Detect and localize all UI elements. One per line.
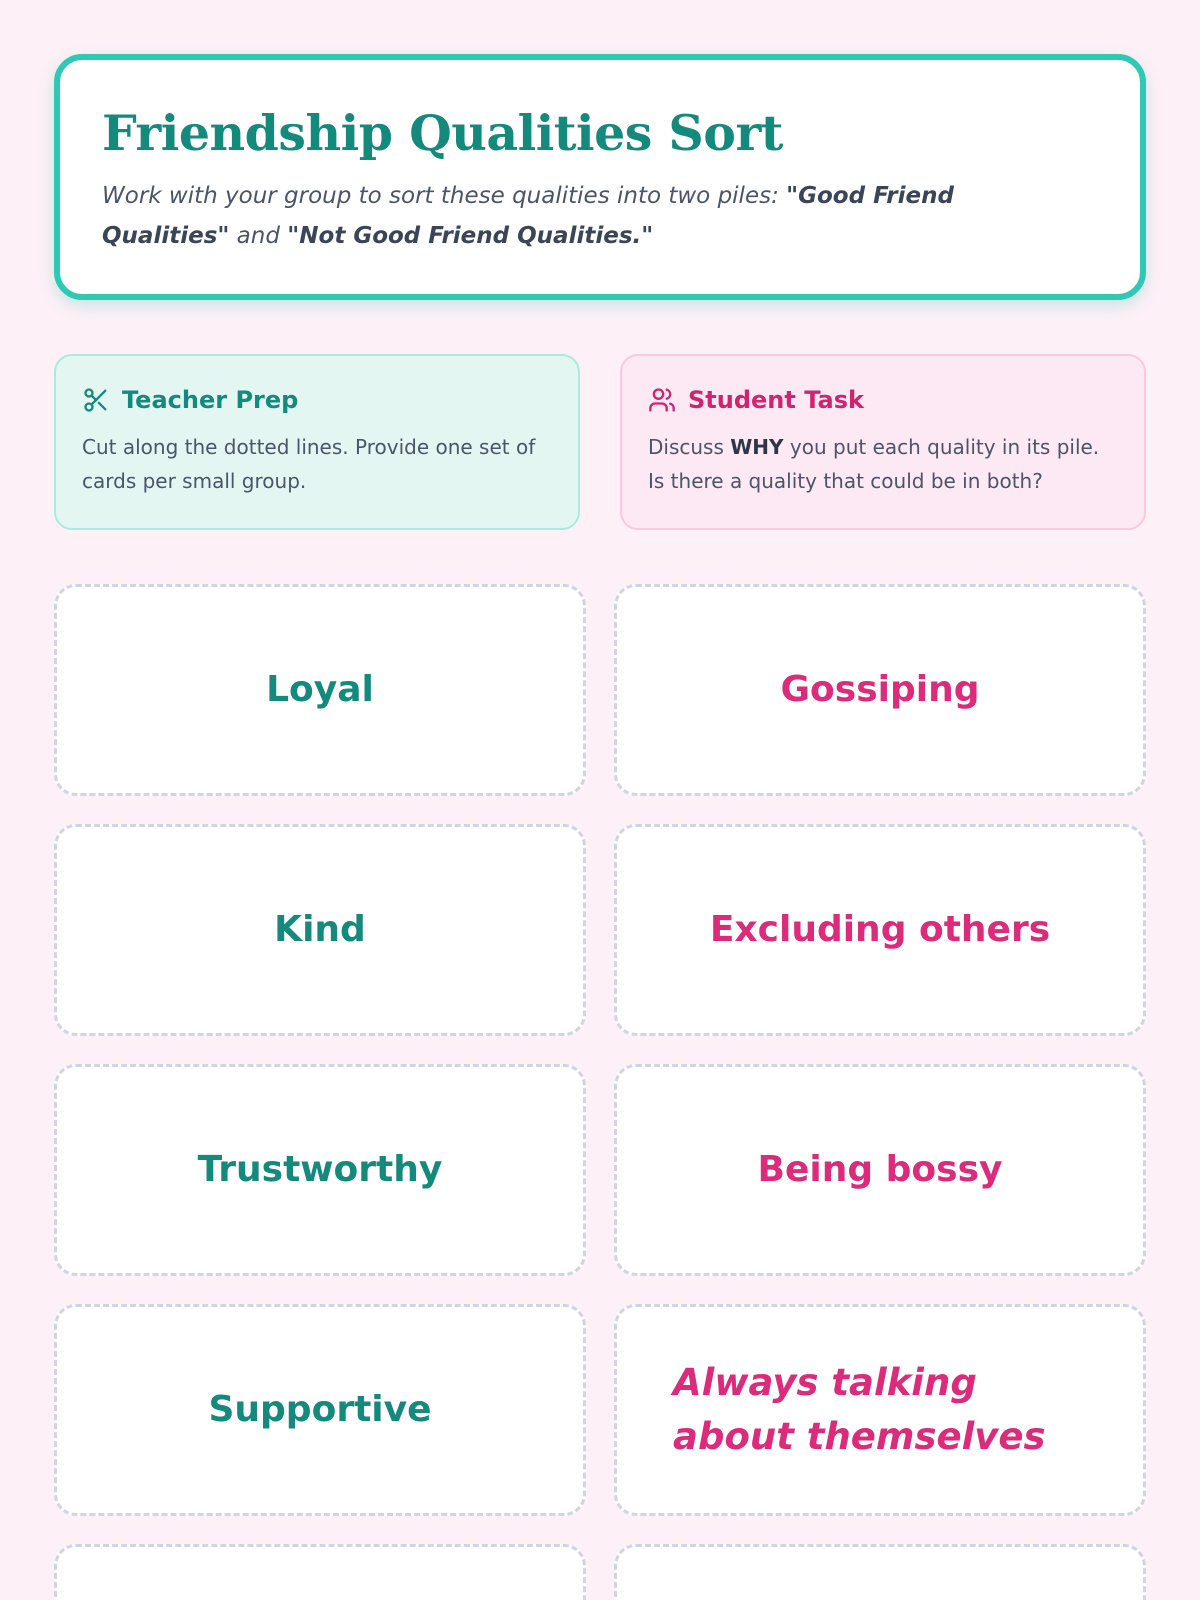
teacher-prep-box (54, 354, 580, 530)
card-label: Gossiping (780, 669, 980, 710)
quality-card-bad[interactable] (614, 584, 1146, 796)
info-row (54, 354, 1146, 530)
quality-card-bad[interactable] (614, 1064, 1146, 1276)
student-task-label: Student Task (688, 386, 864, 414)
student-task-text-pre: Discuss (648, 435, 731, 459)
card-label: Excluding others (709, 909, 1051, 950)
instructions-text: Work with your group to sort these qualities into two piles: (102, 183, 787, 209)
teacher-prep-label: Teacher Prep (122, 386, 299, 414)
card-label: Always talking about themselves (673, 1361, 1046, 1458)
pile-bad-name: "Not Good Friend Qualities." (287, 223, 654, 249)
page-title: Friendship Qualities Sort (102, 104, 783, 162)
student-task-box (620, 354, 1146, 530)
users-icon (648, 386, 676, 414)
quality-card-bad[interactable] (614, 824, 1146, 1036)
student-task-text (648, 430, 1118, 498)
quality-card-good[interactable] (54, 584, 586, 796)
header-card (54, 54, 1146, 300)
scissors-icon (82, 386, 110, 414)
instructions-joiner: and (229, 223, 288, 249)
instructions (102, 176, 1022, 256)
teacher-prep-heading (82, 386, 552, 414)
pile-good-name: "Good Friend Qualities" (102, 183, 954, 249)
quality-card-bad[interactable] (614, 1304, 1146, 1516)
card-label: Trustworthy (197, 1149, 443, 1190)
student-task-text-post: you put each quality in its pile. Is there a quality that could be in both? (648, 435, 1100, 493)
quality-card-good[interactable] (54, 824, 586, 1036)
quality-card-good[interactable] (54, 1304, 586, 1516)
card-label: Being bossy (757, 1149, 1003, 1190)
quality-card-good[interactable] (54, 1544, 586, 1600)
card-grid (54, 584, 1146, 1600)
card-label: Kind (274, 909, 366, 950)
teacher-prep-text: Cut along the dotted lines. Provide one set of cards per small group. (82, 435, 536, 493)
quality-card-bad[interactable] (614, 1544, 1146, 1600)
quality-card-good[interactable] (54, 1064, 586, 1276)
card-label: Loyal (266, 669, 374, 710)
card-label: Supportive (208, 1389, 432, 1430)
student-task-heading (648, 386, 1118, 414)
student-task-emphasis: WHY (730, 435, 784, 459)
